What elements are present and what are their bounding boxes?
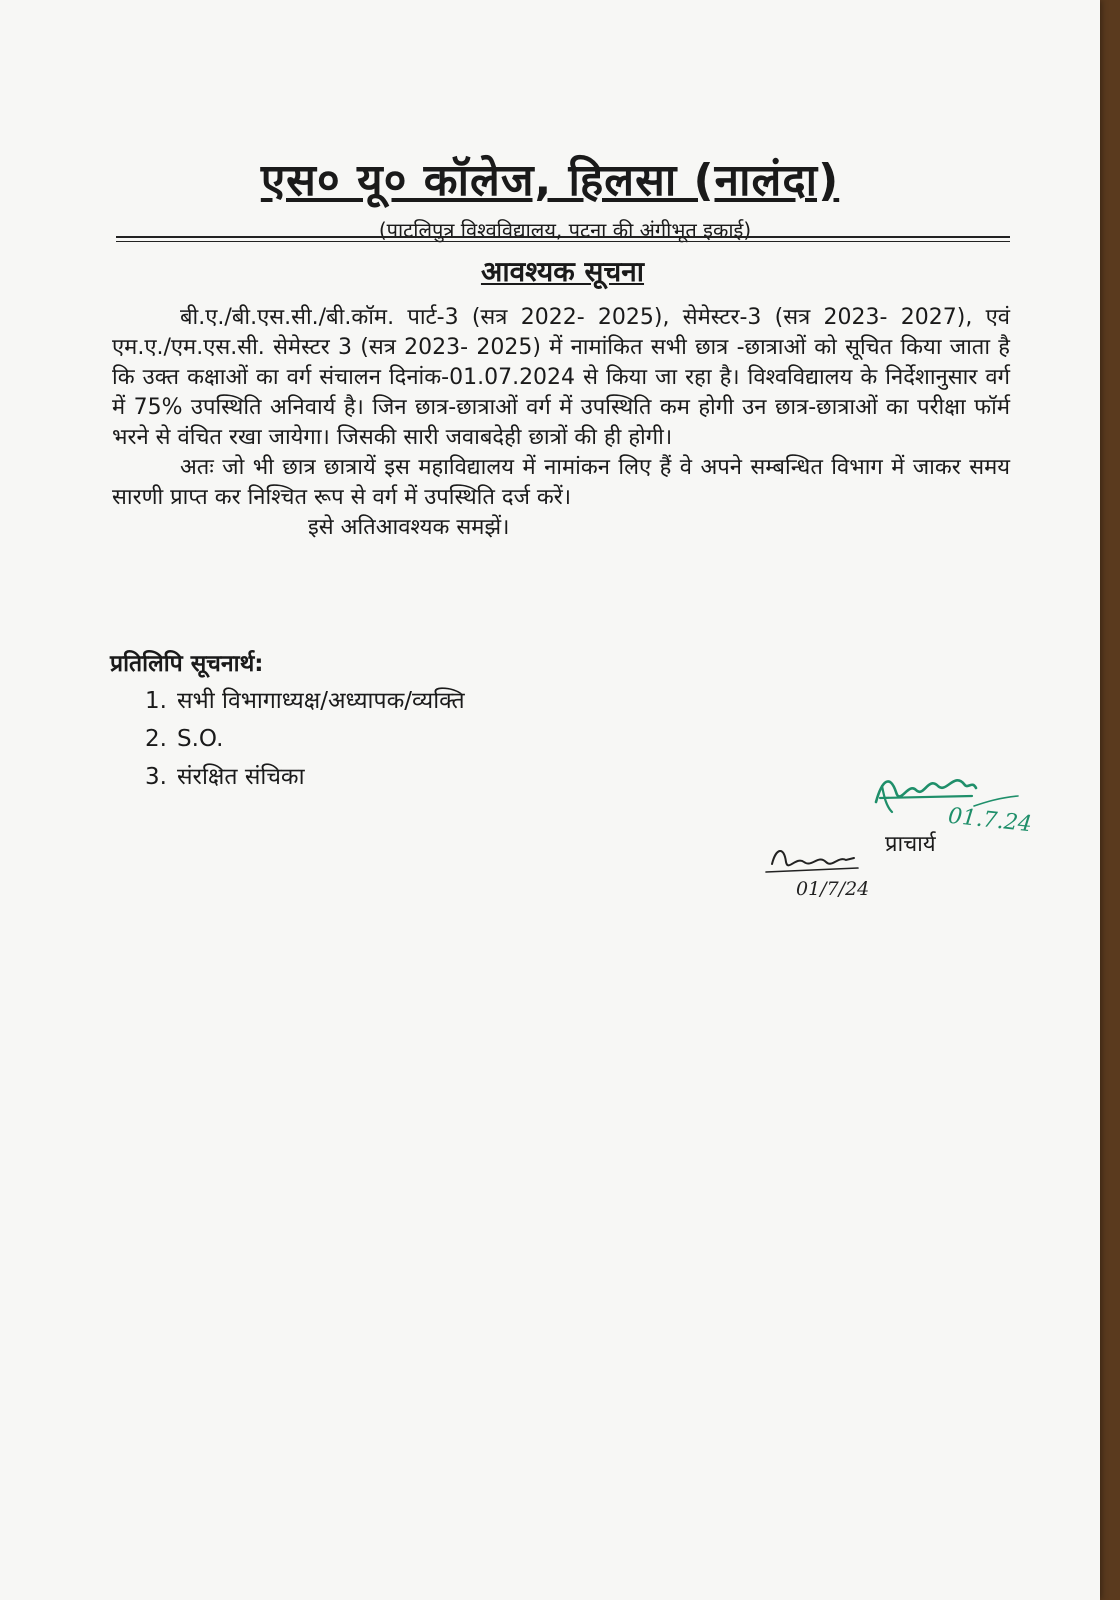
college-name: एस० यू० कॉलेज, हिलसा (नालंदा) xyxy=(260,155,840,206)
header-rule-bottom xyxy=(116,241,1010,242)
notice-paragraph-2: अतः जो भी छात्र छात्रायें इस महाविद्यालय में नामांकन लिए हैं वे अपने सम्बन्धित विभाग में जाकर समय सारणी प्राप्त कर निश्चित रूप से वर्ग में उपस्थिति दर्ज करें। xyxy=(112,455,1010,510)
clerk-signature xyxy=(762,842,872,882)
notice-closing-line: इसे अतिआवश्यक समझें। xyxy=(308,515,510,540)
copy-to-heading: प्रतिलिपि सूचनार्थ: xyxy=(110,651,264,677)
clerk-signature-date: 01/7/24 xyxy=(796,878,870,900)
notice-paragraph-1: बी.ए./बी.एस.सी./बी.कॉम. पार्ट-3 (सत्र 2022- 2025), सेमेस्टर-3 (सत्र 2023- 2027), एवं एम.ए./एम.एस.सी. सेमेस्टर 3 (सत्र 2023- 2025) में नामांकित सभी छात्र -छात्राओं को सूचित किया जाता है कि उक्त कक्षाओं का वर्ग संचालन दिनांक-01.07.2024 से किया जा रहा है। विश्वविद्यालय के निर्देशानुसार वर्ग में 75% उपस्थिति अनिवार्य है। जिन छात्र-छात्राओं वर्ग में उपस्थिति कम होगी उन छात्र-छात्राओं का परीक्षा फॉर्म भरने से वंचित रखा जायेगा। जिसकी सारी जवाबदेही छात्रों की ही होगी। xyxy=(112,305,1010,450)
header-rule-top xyxy=(116,236,1010,238)
list-item: 3. संरक्षित संचिका xyxy=(145,764,305,790)
notice-body xyxy=(112,303,1010,543)
list-item: 1. सभी विभागाध्यक्ष/अध्यापक/व्यक्ति xyxy=(145,688,465,714)
notice-heading: आवश्यक सूचना xyxy=(480,255,645,288)
copy-to-list xyxy=(145,682,465,796)
principal-designation: प्राचार्य xyxy=(885,832,936,857)
affiliation-line: (पाटलिपुत्र विश्वविद्यालय, पटना की अंगीभूत इकाई) xyxy=(378,218,752,242)
principal-signature-date: 01.7.24 xyxy=(946,803,1034,838)
list-item: 2. S.O. xyxy=(145,726,224,752)
